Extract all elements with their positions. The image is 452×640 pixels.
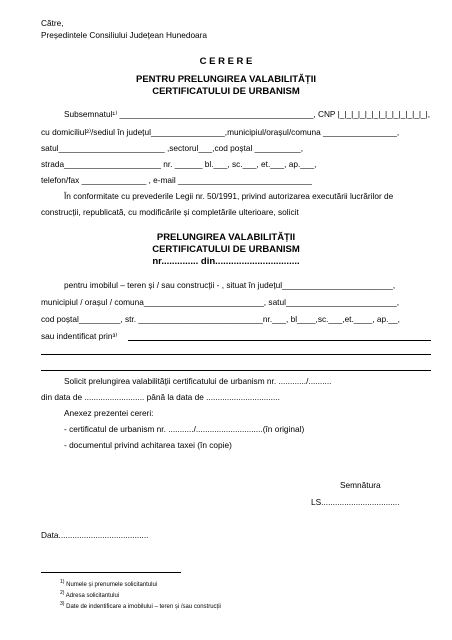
form-line-property: pentru imobilul – teren și / sau construcții - , situat în județul________________________, (64, 280, 396, 290)
form-line-municipality: municipiul / orașul / comuna__________________________, satul________________________, (41, 297, 399, 307)
blank-line-identified (128, 340, 431, 341)
form-line-request: Solicit prelungirea valabilității certificatului de urbanism nr. ............/.......... (64, 376, 332, 386)
form-line-legal-1: În conformitate cu prevederile Legii nr. 50/1991, privind autorizarea executării lucrărilor de (64, 191, 394, 201)
footnote-3 (60, 600, 221, 611)
form-line-postal: cod poștal_________, str. ___________________________nr.___, bl____,sc.___,et.____, ap.__, (41, 314, 400, 324)
footnote-2-mark: 2) (60, 590, 65, 596)
footnote-2 (60, 589, 119, 600)
addressee-line-1: Către, (41, 18, 64, 28)
footnote-rule (41, 572, 181, 573)
footnote-2-text: Adresa solicitantului (65, 593, 120, 599)
form-line-street: strada_____________________ nr. ______ bl.___, sc.___, et.___, ap.___, (41, 159, 317, 169)
subtitle-line-1: PENTRU PRELUNGIREA VALABILITĂȚII (136, 74, 316, 85)
form-line-legal-2: construcții, republicată, cu modificările și completările ulterioare, solicit (41, 207, 299, 217)
form-line-contact: telefon/fax ______________ , e-mail _____________________________ (41, 175, 312, 185)
form-line-annex: Anexez prezentei cereri: (64, 408, 154, 418)
signature-label: Semnătura (340, 480, 381, 490)
subtitle-line-2: CERTIFICATULUI DE URBANISM (152, 86, 300, 97)
form-line-dates: din data de .......................... până la data de ................................ (41, 392, 280, 402)
footnote-1 (60, 578, 157, 589)
footnote-1-mark: 1) (60, 579, 65, 585)
heading2-line-3: nr.............. din................................ (152, 256, 300, 267)
form-line-domicile: cu domiciliul²⁾/sediul în județul________________,municipiul/orașul/comuna ________________, (41, 127, 400, 137)
form-line-identified: sau indentificat prin³⁾ (41, 331, 118, 341)
seal-ls: LS.................................. (311, 497, 400, 507)
form-line-applicant: Subsemnatul¹⁾ __________________________________________, CNP |_|_|_|_|_|_|_|_|_|_|_|_|_|, (64, 109, 431, 119)
blank-line-2 (41, 370, 431, 371)
heading2-line-1: PRELUNGIREA VALABILITĂȚII (156, 232, 296, 243)
date-field: Data....................................... (41, 530, 149, 540)
form-line-village: satul_______________________ ,sectorul___,cod poștal __________, (41, 143, 304, 153)
footnote-1-text: Numele și prenumele solicitantului (66, 582, 158, 588)
footnote-3-text: Date de indentificare a imobilului – teren și /sau construcții (66, 604, 221, 610)
footnote-3-mark: 3) (60, 601, 65, 607)
blank-line-1 (41, 354, 431, 355)
addressee-line-2: Președintele Consiliului Județean Hunedoara (41, 30, 208, 40)
document-title: C E R E R E (199, 56, 253, 67)
annex-item-payment: - documentul privind achitarea taxei (în copie) (64, 440, 232, 450)
heading2-line-2: CERTIFICATULUI DE URBANISM (152, 244, 300, 255)
annex-item-certificate: - certificatul de urbanism nr. .........../.............................(în original) (64, 424, 305, 434)
